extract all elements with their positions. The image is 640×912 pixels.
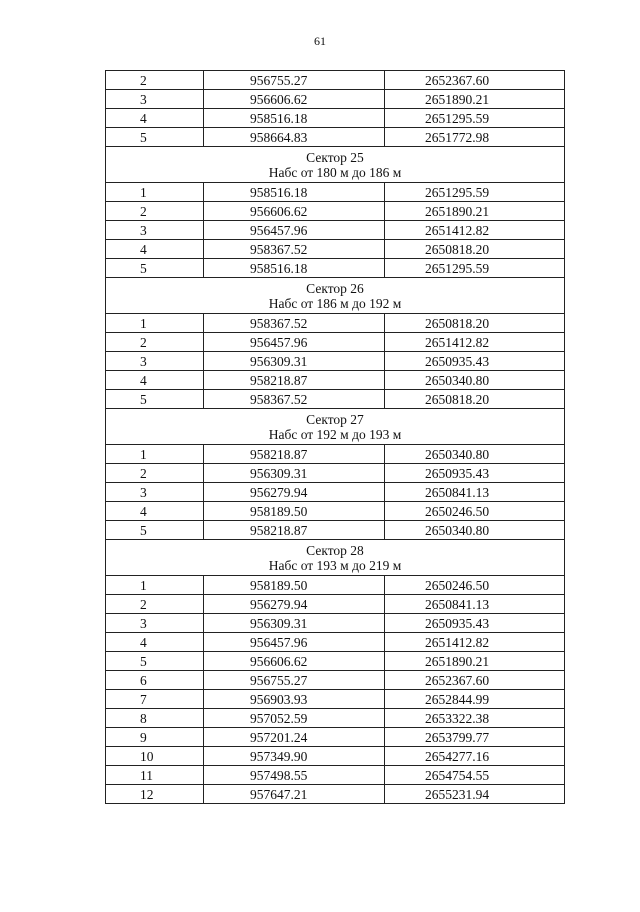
point-number-cell: 4 — [106, 633, 204, 652]
y-coordinate-cell: 2650246.50 — [385, 502, 565, 521]
y-coordinate-cell: 2652367.60 — [385, 71, 565, 90]
table-row — [106, 371, 565, 390]
x-coordinate-cell: 956309.31 — [204, 464, 385, 483]
table-row — [106, 652, 565, 671]
point-number-cell: 3 — [106, 221, 204, 240]
point-number-cell: 4 — [106, 240, 204, 259]
point-number-cell: 5 — [106, 128, 204, 147]
point-number-cell: 1 — [106, 576, 204, 595]
sector-header — [106, 409, 565, 445]
point-number-cell: 11 — [106, 766, 204, 785]
x-coordinate-cell: 958367.52 — [204, 240, 385, 259]
x-coordinate-cell: 957647.21 — [204, 785, 385, 804]
table-row — [106, 240, 565, 259]
point-number-cell: 1 — [106, 314, 204, 333]
table-row — [106, 221, 565, 240]
point-number-cell: 8 — [106, 709, 204, 728]
point-number-cell: 10 — [106, 747, 204, 766]
point-number-cell: 7 — [106, 690, 204, 709]
table-row — [106, 633, 565, 652]
table-row — [106, 521, 565, 540]
y-coordinate-cell: 2650841.13 — [385, 595, 565, 614]
table-row — [106, 595, 565, 614]
y-coordinate-cell: 2651772.98 — [385, 128, 565, 147]
table-row — [106, 502, 565, 521]
sector-header — [106, 278, 565, 314]
y-coordinate-cell: 2651890.21 — [385, 652, 565, 671]
point-number-cell: 5 — [106, 521, 204, 540]
x-coordinate-cell: 958218.87 — [204, 445, 385, 464]
x-coordinate-cell: 958367.52 — [204, 314, 385, 333]
point-number-cell: 5 — [106, 390, 204, 409]
y-coordinate-cell: 2650340.80 — [385, 371, 565, 390]
y-coordinate-cell: 2652844.99 — [385, 690, 565, 709]
y-coordinate-cell: 2650340.80 — [385, 521, 565, 540]
x-coordinate-cell: 958189.50 — [204, 576, 385, 595]
x-coordinate-cell: 956309.31 — [204, 352, 385, 371]
y-coordinate-cell: 2651295.59 — [385, 183, 565, 202]
y-coordinate-cell: 2651295.59 — [385, 109, 565, 128]
table-row — [106, 671, 565, 690]
x-coordinate-cell: 958664.83 — [204, 128, 385, 147]
x-coordinate-cell: 957201.24 — [204, 728, 385, 747]
table-row — [106, 90, 565, 109]
sector-title: Сектор 25 — [306, 150, 364, 165]
point-number-cell: 4 — [106, 371, 204, 390]
x-coordinate-cell: 956903.93 — [204, 690, 385, 709]
y-coordinate-cell: 2653799.77 — [385, 728, 565, 747]
x-coordinate-cell: 957349.90 — [204, 747, 385, 766]
y-coordinate-cell: 2651890.21 — [385, 90, 565, 109]
y-coordinate-cell: 2654754.55 — [385, 766, 565, 785]
y-coordinate-cell: 2650935.43 — [385, 614, 565, 633]
table-row — [106, 314, 565, 333]
point-number-cell: 2 — [106, 333, 204, 352]
x-coordinate-cell: 958218.87 — [204, 371, 385, 390]
table-row — [106, 259, 565, 278]
y-coordinate-cell: 2651295.59 — [385, 259, 565, 278]
table-row — [106, 747, 565, 766]
table-row — [106, 71, 565, 90]
x-coordinate-cell: 956606.62 — [204, 652, 385, 671]
table-row — [106, 785, 565, 804]
y-coordinate-cell: 2650841.13 — [385, 483, 565, 502]
x-coordinate-cell: 956279.94 — [204, 595, 385, 614]
point-number-cell: 2 — [106, 595, 204, 614]
x-coordinate-cell: 956755.27 — [204, 671, 385, 690]
table-row — [106, 202, 565, 221]
point-number-cell: 9 — [106, 728, 204, 747]
y-coordinate-cell: 2650818.20 — [385, 314, 565, 333]
x-coordinate-cell: 956606.62 — [204, 202, 385, 221]
sector-height-range: Набс от 180 м до 186 м — [268, 165, 402, 180]
table-row — [106, 464, 565, 483]
y-coordinate-cell: 2655231.94 — [385, 785, 565, 804]
point-number-cell: 2 — [106, 464, 204, 483]
table-row — [106, 333, 565, 352]
x-coordinate-cell: 958516.18 — [204, 109, 385, 128]
x-coordinate-cell: 957052.59 — [204, 709, 385, 728]
x-coordinate-cell: 956606.62 — [204, 90, 385, 109]
sector-title: Сектор 28 — [306, 543, 364, 558]
table-row — [106, 709, 565, 728]
y-coordinate-cell: 2650818.20 — [385, 390, 565, 409]
point-number-cell: 5 — [106, 259, 204, 278]
sector-height-range: Набс от 192 м до 193 м — [268, 427, 402, 442]
y-coordinate-cell: 2651412.82 — [385, 333, 565, 352]
table-row — [106, 483, 565, 502]
table-row — [106, 445, 565, 464]
point-number-cell: 3 — [106, 352, 204, 371]
x-coordinate-cell: 956457.96 — [204, 333, 385, 352]
table-row — [106, 352, 565, 371]
coordinates-table — [105, 70, 565, 804]
point-number-cell: 1 — [106, 445, 204, 464]
x-coordinate-cell: 958367.52 — [204, 390, 385, 409]
x-coordinate-cell: 956457.96 — [204, 633, 385, 652]
point-number-cell: 4 — [106, 109, 204, 128]
table-row — [106, 576, 565, 595]
point-number-cell: 3 — [106, 90, 204, 109]
y-coordinate-cell: 2650818.20 — [385, 240, 565, 259]
y-coordinate-cell: 2650935.43 — [385, 352, 565, 371]
sector-header-row — [106, 540, 565, 576]
sector-header — [106, 540, 565, 576]
point-number-cell: 3 — [106, 614, 204, 633]
x-coordinate-cell: 958516.18 — [204, 259, 385, 278]
point-number-cell: 3 — [106, 483, 204, 502]
coordinates-table-body — [106, 71, 565, 804]
table-row — [106, 766, 565, 785]
x-coordinate-cell: 956279.94 — [204, 483, 385, 502]
sector-title: Сектор 26 — [306, 281, 364, 296]
y-coordinate-cell: 2651890.21 — [385, 202, 565, 221]
point-number-cell: 4 — [106, 502, 204, 521]
x-coordinate-cell: 958189.50 — [204, 502, 385, 521]
table-row — [106, 390, 565, 409]
table-row — [106, 128, 565, 147]
y-coordinate-cell: 2650246.50 — [385, 576, 565, 595]
y-coordinate-cell: 2653322.38 — [385, 709, 565, 728]
x-coordinate-cell: 958516.18 — [204, 183, 385, 202]
sector-header — [106, 147, 565, 183]
table-row — [106, 728, 565, 747]
point-number-cell: 6 — [106, 671, 204, 690]
point-number-cell: 2 — [106, 202, 204, 221]
y-coordinate-cell: 2654277.16 — [385, 747, 565, 766]
point-number-cell: 1 — [106, 183, 204, 202]
table-row — [106, 690, 565, 709]
x-coordinate-cell: 956457.96 — [204, 221, 385, 240]
y-coordinate-cell: 2650935.43 — [385, 464, 565, 483]
y-coordinate-cell: 2650340.80 — [385, 445, 565, 464]
sector-header-row — [106, 409, 565, 445]
sector-height-range: Набс от 193 м до 219 м — [268, 558, 402, 573]
x-coordinate-cell: 957498.55 — [204, 766, 385, 785]
table-row — [106, 109, 565, 128]
sector-title: Сектор 27 — [306, 412, 364, 427]
sector-height-range: Набс от 186 м до 192 м — [268, 296, 402, 311]
page-number: 61 — [314, 34, 326, 48]
y-coordinate-cell: 2652367.60 — [385, 671, 565, 690]
x-coordinate-cell: 958218.87 — [204, 521, 385, 540]
x-coordinate-cell: 956755.27 — [204, 71, 385, 90]
y-coordinate-cell: 2651412.82 — [385, 221, 565, 240]
y-coordinate-cell: 2651412.82 — [385, 633, 565, 652]
point-number-cell: 2 — [106, 71, 204, 90]
sector-header-row — [106, 278, 565, 314]
point-number-cell: 12 — [106, 785, 204, 804]
table-row — [106, 183, 565, 202]
point-number-cell: 5 — [106, 652, 204, 671]
table-row — [106, 614, 565, 633]
x-coordinate-cell: 956309.31 — [204, 614, 385, 633]
sector-header-row — [106, 147, 565, 183]
